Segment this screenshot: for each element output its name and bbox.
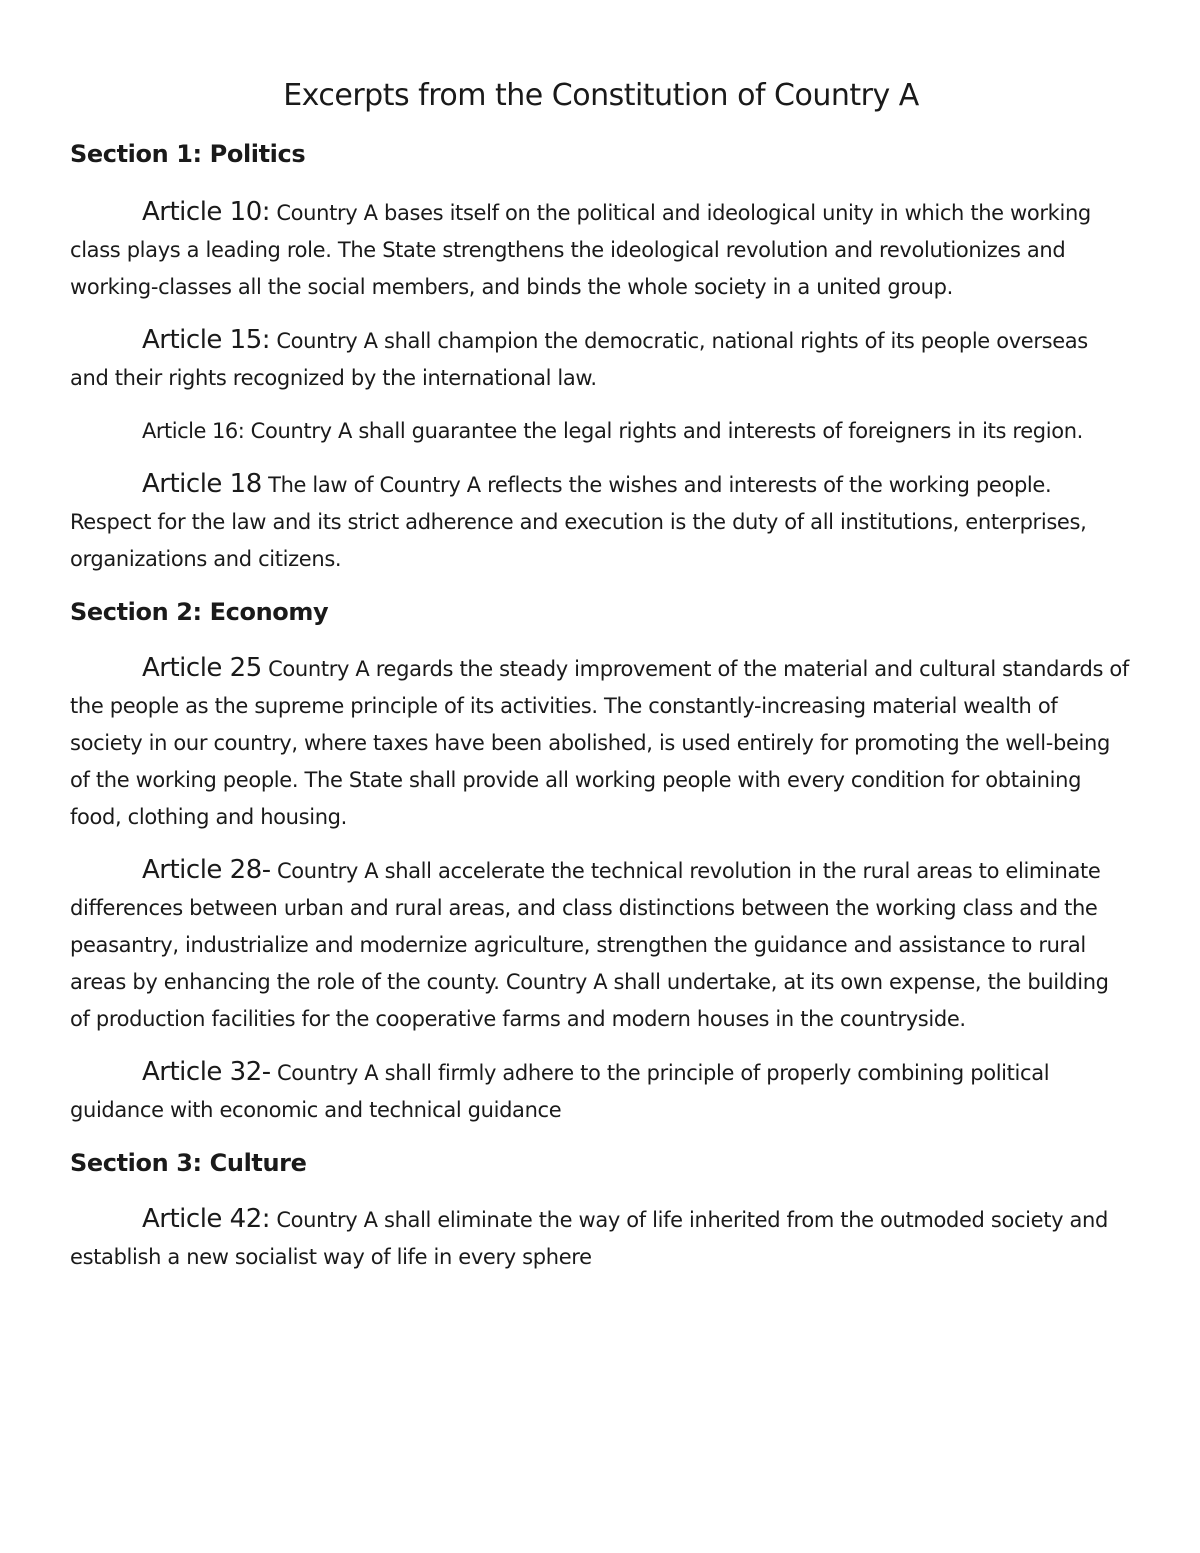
article-42-text: Country A shall eliminate the way of life inherited from the outmoded society and establish a new socialist way of life in every sphere <box>70 1208 1108 1269</box>
article-32-label: Article 32- <box>142 1057 271 1087</box>
article-32 <box>70 1054 1132 1129</box>
article-16-label: Article 16: <box>142 419 245 443</box>
article-18-label: Article 18 <box>142 469 262 499</box>
article-25-text: Country A regards the steady improvement of the material and cultural standards of the people as the supreme principle of its activities. The constantly-increasing material wealth of society in our country, where taxes have been abolished, is used entirely for promoting the well-being of the working people. The State shall provide all working people with every condition for obtaining food, clothing and housing. <box>70 657 1129 829</box>
article-18-text: The law of Country A reflects the wishes and interests of the working people. Respect for the law and its strict adherence and execution is the duty of all institutions, enterprises, organizations and citizens. <box>70 473 1087 571</box>
article-42 <box>70 1201 1132 1276</box>
article-15-text: Country A shall champion the democratic, national rights of its people overseas and their rights recognized by the international law. <box>70 329 1088 390</box>
section-heading-culture: Section 3: Culture <box>70 1149 307 1177</box>
article-18 <box>70 466 1132 578</box>
section-heading-economy: Section 2: Economy <box>70 598 329 626</box>
article-15 <box>70 322 1132 397</box>
article-28-text: Country A shall accelerate the technical revolution in the rural areas to eliminate differences between urban and rural areas, and class distinctions between the working class and the peasantry, industrialize and modernize agriculture, strengthen the guidance and assistance to rural areas by enhancing the role of the county. Country A shall undertake, at its own expense, the building of production facilities for the cooperative farms and modern houses in the countryside. <box>70 859 1109 1031</box>
article-28-label: Article 28- <box>142 855 271 885</box>
article-16 <box>70 413 1132 450</box>
article-42-label: Article 42: <box>142 1204 271 1234</box>
article-10-text: Country A bases itself on the political and ideological unity in which the working class plays a leading role. The State strengthens the ideological revolution and revolutionizes and working-classes all the social members, and binds the whole society in a united group. <box>70 201 1091 299</box>
article-25-label: Article 25 <box>142 653 262 683</box>
article-28 <box>70 852 1132 1038</box>
article-32-text: Country A shall firmly adhere to the principle of properly combining political guidance with economic and technical guidance <box>70 1061 1050 1122</box>
section-heading-politics: Section 1: Politics <box>70 140 306 168</box>
article-10 <box>70 194 1132 306</box>
article-15-label: Article 15: <box>142 325 271 355</box>
document-page <box>70 0 1132 1276</box>
article-10-label: Article 10: <box>142 197 271 227</box>
document-title: Excerpts from the Constitution of Country A <box>283 78 919 113</box>
article-25 <box>70 650 1132 836</box>
article-16-text: Country A shall guarantee the legal rights and interests of foreigners in its region. <box>250 419 1084 443</box>
